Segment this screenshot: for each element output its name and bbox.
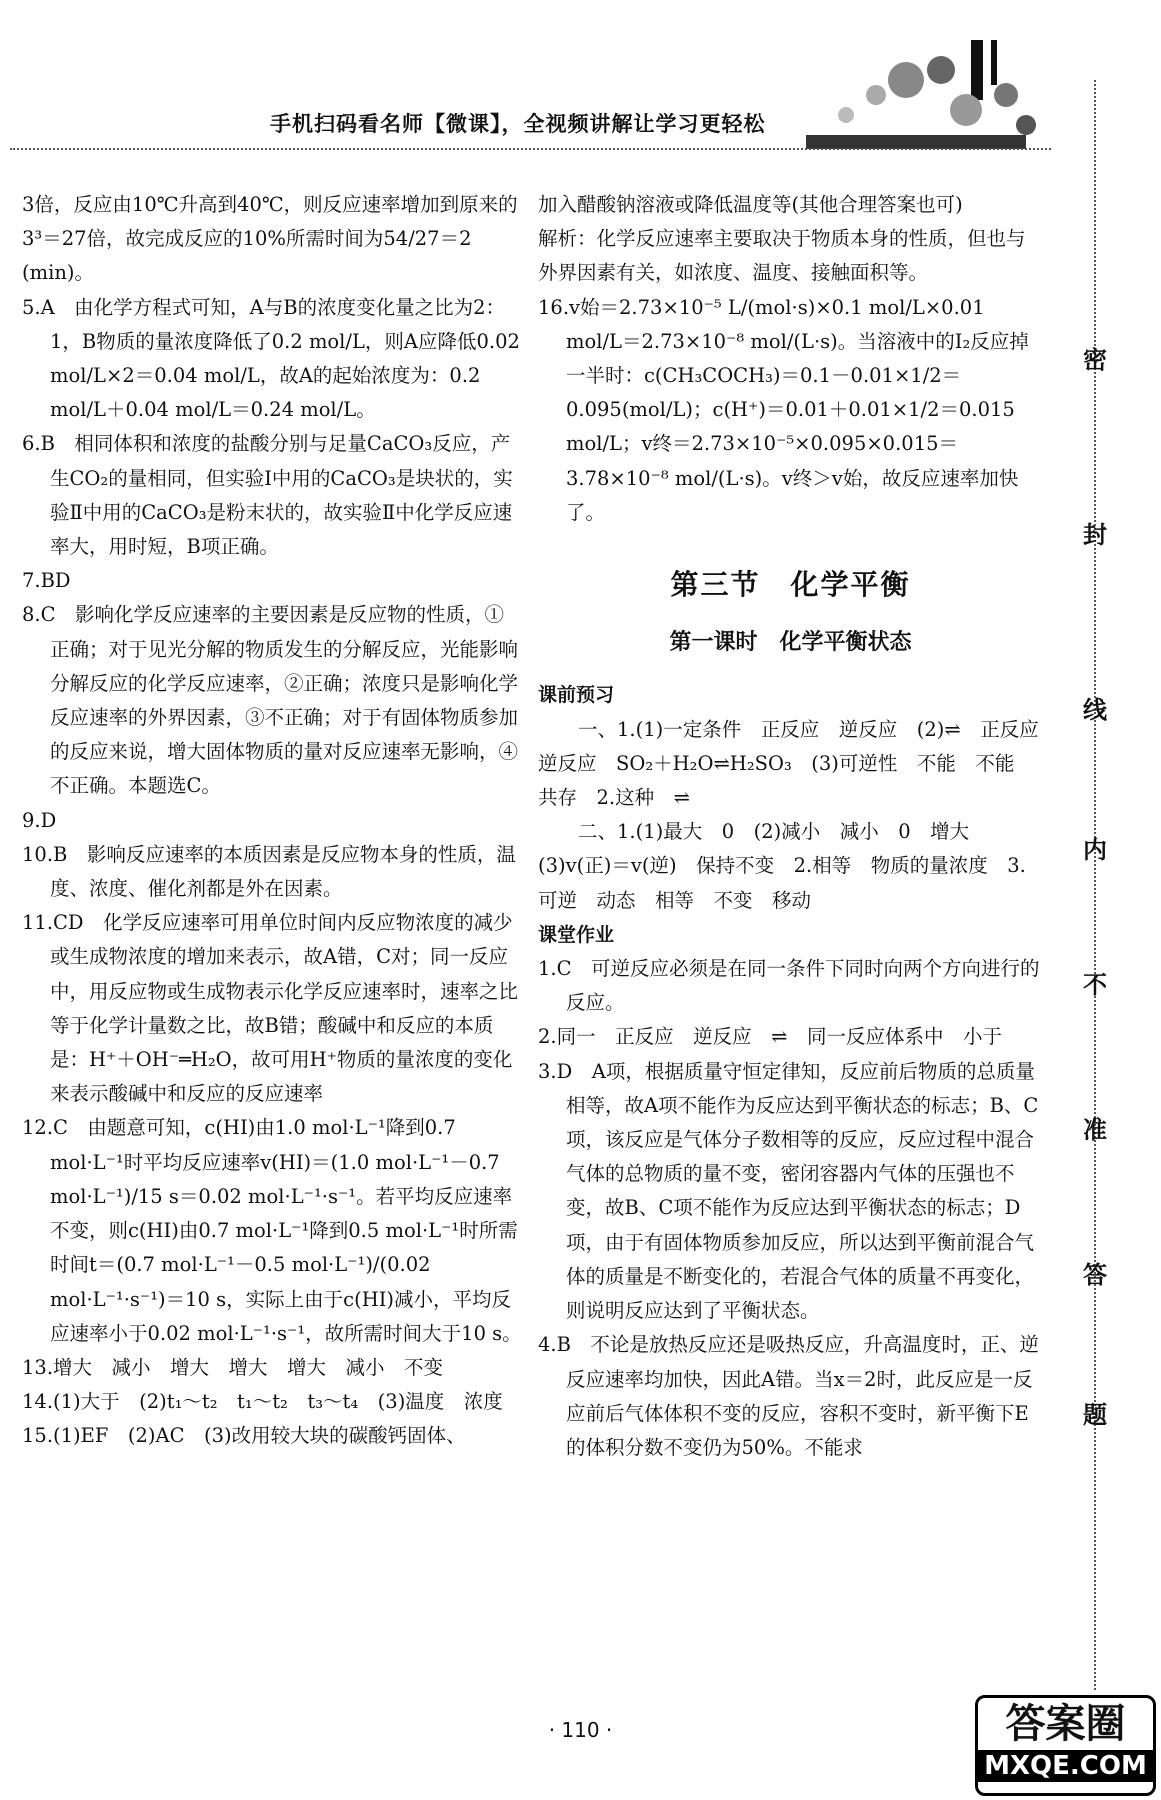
homework-paragraph: 4.B 不论是放热反应还是吸热反应，升高温度时，正、逆反应速率均加快，因此A错。当x＝2时，此反应是一反应前后气体体积不变的反应，容积不变时，新平衡下E的体积分数不变仍为50%。不能求 bbox=[538, 1333, 1039, 1459]
answer-paragraph: 9.D bbox=[22, 808, 57, 832]
seal-char: 线 bbox=[1083, 696, 1107, 724]
seal-line bbox=[1094, 80, 1096, 1690]
analysis-paragraph: 解析：化学反应速率主要取决于物质本身的性质，但也与外界因素有关，如浓度、温度、接触面积等。 bbox=[538, 227, 1026, 285]
answer-paragraph: 13.增大 减小 增大 增大 增大 减小 不变 bbox=[22, 1355, 444, 1379]
seal-char: 准 bbox=[1083, 1116, 1107, 1144]
answer-paragraph: 12.C 由题意可知，c(HI)由1.0 mol·L⁻¹降到0.7 mol·L⁻¹时平均反应速率v(HI)＝(1.0 mol·L⁻¹－0.7 mol·L⁻¹)/15 s＝0.02 mol·L⁻¹·s⁻¹。若平均反应速率不变，则c(HI)由0.7 mol·L⁻¹降到0.5 mol·L⁻¹时所需时间t＝(0.7 mol·L⁻¹－0.5 mol·L⁻¹)/(0.02 mol·L⁻¹·s⁻¹)＝10 s，实际上由于c(HI)减小，平均反应速率小于0.02 mol·L⁻¹·s⁻¹，故所需时间大于10 s。 bbox=[22, 1116, 522, 1345]
header-divider bbox=[10, 148, 1051, 150]
answer-paragraph: 11.CD 化学反应速率可用单位时间内反应物浓度的减少或生成物浓度的增加来表示，故A错，C对；同一反应中，用反应物或生成物表示化学反应速率时，速率之比等于化学计量数之比，故B错；酸碱中和反应的本质是：H⁺＋OH⁻═H₂O，故可用H⁺物质的量浓度的变化来表示酸碱中和反应的反应速率 bbox=[22, 911, 519, 1106]
header-decoration bbox=[766, 40, 1066, 150]
answer-paragraph: 3倍，反应由10℃升高到40℃，则反应速率增加到原来的3³＝27倍，故完成反应的10%所需时间为54/27＝2 (min)。 bbox=[22, 193, 518, 285]
seal-char: 题 bbox=[1083, 1401, 1107, 1429]
answer-paragraph: 7.BD bbox=[22, 569, 71, 593]
answer-paragraph: 10.B 影响反应速率的本质因素是反应物本身的性质，温度、浓度、催化剂都是外在因素。 bbox=[22, 842, 516, 901]
answer-paragraph: 8.C 影响化学反应速率的主要因素是反应物的性质，①正确；对于见光分解的物质发生的分解反应，光能影响分解反应的化学反应速率，②正确；浓度只是影响化学反应速率的外界因素，③不正确；对于有固体物质参加的反应来说，增大固体物质的量对反应速率无影响，④不正确。本题选C。 bbox=[22, 603, 519, 798]
watermark-logo bbox=[975, 1695, 1156, 1796]
seal-char: 答 bbox=[1083, 1261, 1107, 1289]
seal-char: 封 bbox=[1083, 521, 1107, 549]
section-title: 第三节 化学平衡 bbox=[670, 568, 911, 602]
answer-paragraph: 16.v始＝2.73×10⁻⁵ L/(mol·s)×0.1 mol/L×0.01 mol/L＝2.73×10⁻⁸ mol/(L·s)。当溶液中的I₂反应掉一半时：c(CH₃COCH₃)＝0.1－0.01×1/2＝0.095(mol/L)；c(H⁺)＝0.01＋0.01×1/2＝0.015 mol/L；v终＝2.73×10⁻⁵×0.095×0.015＝3.78×10⁻⁸ mol/(L·s)。v终＞v始，故反应速率加快了。 bbox=[538, 295, 1029, 524]
page-number: · 110 · bbox=[548, 1718, 613, 1742]
homework-paragraph: 3.D A项，根据质量守恒定律知，反应前后物质的总质量相等，故A项不能作为反应达到平衡状态的标志；B、C项，该反应是气体分子数相等的反应，反应过程中混合气体的总物质的量不变，密闭容器内气体的压强也不变，故B、C项不能作为反应达到平衡状态的标志；D项，由于有固体物质参加反应，所以达到平衡前混合气体的质量是不断变化的，若混合气体的质量不再变化，则说明反应达到了平衡状态。 bbox=[538, 1059, 1039, 1323]
seal-char: 内 bbox=[1083, 836, 1107, 864]
answer-paragraph: 6.B 相同体积和浓度的盐酸分别与足量CaCO₃反应，产生CO₂的量相同，但实验Ⅰ中用的CaCO₃是块状的，实验Ⅱ中用的CaCO₃是粉末状的，故实验Ⅱ中化学反应速率大，用时短，B项正确。 bbox=[22, 432, 513, 559]
seal-char: 密 bbox=[1083, 346, 1107, 374]
answer-paragraph: 加入醋酸钠溶液或降低温度等(其他合理答案也可) bbox=[538, 193, 963, 216]
left-column bbox=[22, 188, 522, 1454]
homework-paragraph: 1.C 可逆反应必须是在同一条件下同时向两个方向进行的反应。 bbox=[538, 957, 1040, 1015]
lesson-title: 第一课时 化学平衡状态 bbox=[669, 630, 912, 656]
seal-char: 不 bbox=[1083, 971, 1107, 999]
right-column bbox=[538, 188, 1059, 1465]
preview-label: 课前预习 bbox=[538, 684, 615, 707]
answer-paragraph: 14.(1)大于 (2)t₁～t₂ t₁～t₂ t₃～t₄ (3)温度 浓度 bbox=[22, 1390, 503, 1414]
watermark-top: 答案圈 bbox=[1005, 1701, 1126, 1747]
preview-paragraph: 二、1.(1)最大 0 (2)减小 减小 0 增大 (3)v(正)＝v(逆) 保持不变 2.相等 物质的量浓度 3.可逆 动态 相等 不变 移动 bbox=[538, 820, 1026, 912]
watermark-bottom: MXQE.COM bbox=[978, 1750, 1153, 1782]
header-slogan: 手机扫码看名师【微课】，全视频讲解让学习更轻松 bbox=[270, 112, 766, 136]
preview-paragraph: 一、1.(1)一定条件 正反应 逆反应 (2)⇌ 正反应 逆反应 SO₂＋H₂O⇌H₂SO₃ (3)可逆性 不能 不能 共存 2.这种 ⇌ bbox=[538, 717, 1059, 810]
homework-label: 课堂作业 bbox=[538, 923, 615, 946]
homework-paragraph: 2.同一 正反应 逆反应 ⇌ 同一反应体系中 小于 bbox=[538, 1025, 1002, 1049]
answer-paragraph: 5.A 由化学方程式可知，A与B的浓度变化量之比为2：1，B物质的量浓度降低了0.2 mol/L，则A应降低0.02 mol/L×2＝0.04 mol/L，故A的起始浓度为：0.2 mol/L＋0.04 mol/L＝0.24 mol/L。 bbox=[22, 295, 520, 422]
answer-paragraph: 15.(1)EF (2)AC (3)改用较大块的碳酸钙固体、 bbox=[22, 1424, 466, 1448]
